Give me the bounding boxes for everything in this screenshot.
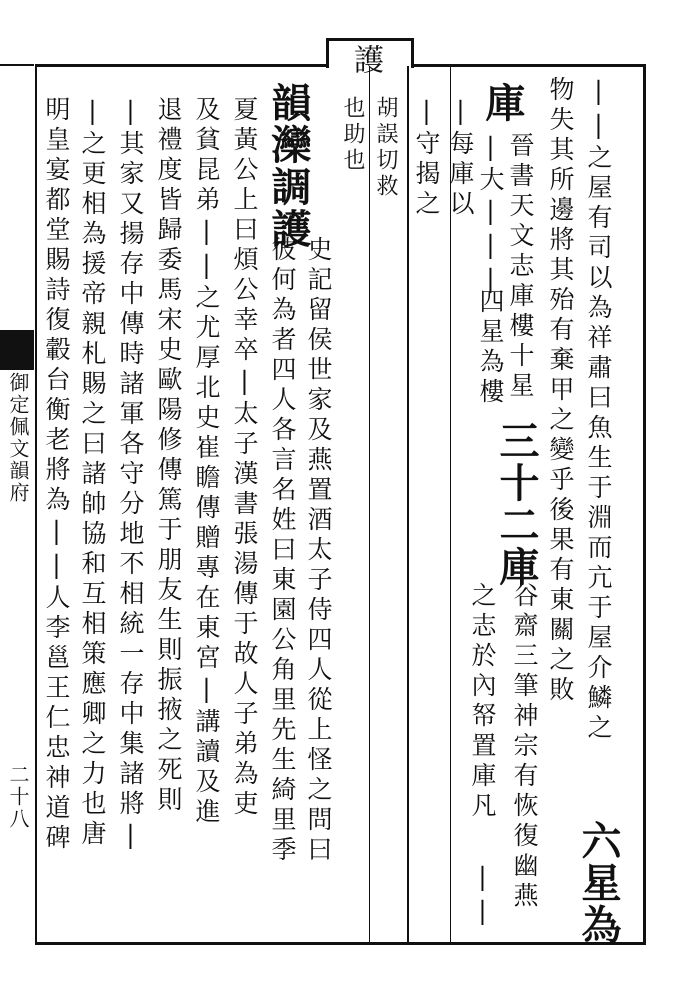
right-frame-rule [643, 64, 646, 944]
margin-page-number: 二十八 [6, 764, 30, 830]
column-text: 明皇宴都堂賜詩復轂台衡老將為||人李邕王仁忠神道碑 [42, 96, 71, 854]
column-text: |守揭之 [412, 96, 441, 220]
top-rule-left [37, 64, 327, 67]
header-tab-top-rule [326, 38, 414, 41]
column-text: |其家又揚存中傳時諸軍各守分地不相統一存中集諸將| [116, 96, 145, 854]
left-frame-rule [35, 64, 37, 944]
headword-32-ku: 三十二庫 [493, 420, 540, 588]
column-text: 晉書天文志庫樓十星 [506, 132, 535, 402]
top-rule-right [412, 64, 644, 67]
headword-six-stars: 六星為 [575, 820, 622, 946]
header-tab-left-rule [326, 38, 329, 68]
bottom-rule [35, 942, 646, 945]
header-tab-right-rule [411, 38, 414, 68]
column-text: |每庫以 [446, 96, 475, 220]
column-text: |之更相為援帝親札賜之曰諸帥協和互相策應卿之力也唐 [78, 96, 107, 850]
column-divider [369, 66, 370, 944]
column-text: 退禮度皆歸委馬宋史歐陽修傳篤于朋友生則振掖之死則 [154, 96, 183, 816]
gloss-text: 也助也 [340, 96, 365, 174]
margin-rule [0, 64, 34, 66]
column-text: 物失其所邊將其殆有棄甲之變乎後果有東關之敗 [546, 76, 575, 706]
column-text: |大||| [476, 132, 505, 298]
headword-ku: 庫 [479, 82, 526, 124]
column-text: 四星為樓 [476, 288, 505, 408]
margin-fish-tail [0, 330, 34, 370]
column-text: || [468, 862, 497, 930]
column-text: 史記留侯世家及燕置酒太子侍四人從上怪之問曰 [304, 236, 333, 866]
column-divider [407, 66, 409, 944]
column-text: ||之屋有司以為祥肅曰魚生于淵而亢于屋介鱗之 [584, 76, 613, 744]
column-text: 夏黃公上曰煩公幸卒|太子漢書張湯傳于故人子弟為吏 [230, 96, 259, 820]
margin-book-title: 御定佩文韻府 [6, 372, 30, 504]
gloss-text: 胡誤切救 [373, 96, 398, 200]
column-text: 之志於內帑置庫凡 [468, 582, 497, 822]
headword-yunluan: 韻灤調護 [265, 82, 312, 250]
column-text: 谷齋三筆神宗有恢復幽燕 [510, 582, 539, 912]
column-text: 及貧昆弟||之尤厚北史崔瞻傳贈專在東宮|講讀及進 [192, 96, 221, 828]
column-text: 彼何為者四人各言名姓曰東園公角里先生綺里季 [268, 236, 297, 866]
header-tab-char: 護 [348, 44, 383, 77]
